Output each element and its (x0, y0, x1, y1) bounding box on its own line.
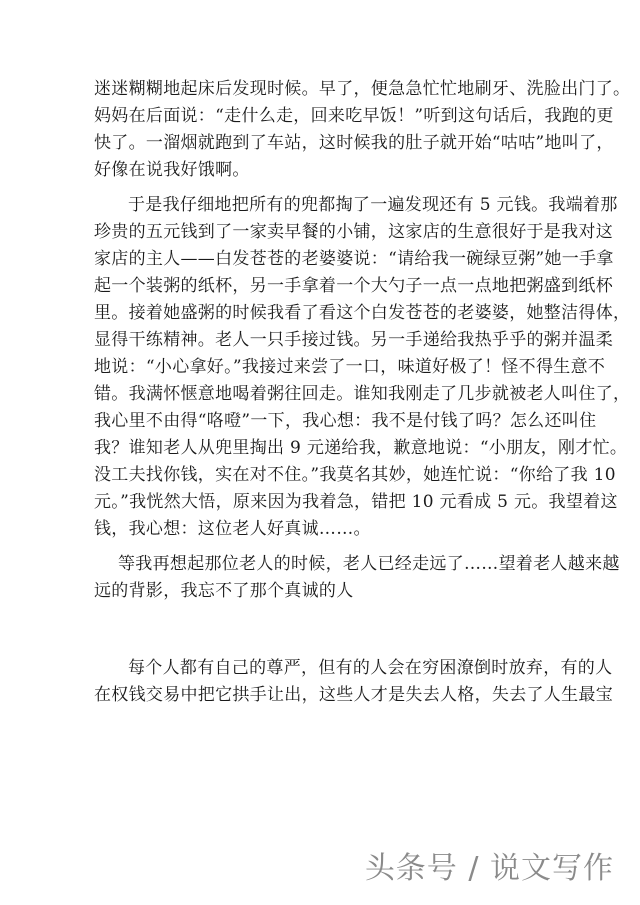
document-body (94, 76, 631, 709)
text-line: 地说：“小心拿好。”我接过来尝了一口，味道好极了！怪不得生意不 (94, 357, 606, 377)
text-line: 错。我满怀惬意地喝着粥往回走。谁知我刚走了几步就被老人叫住了， (94, 384, 631, 404)
text-line: 每个人都有自己的尊严，但有的人会在穷困潦倒时放弃，有的人 (128, 658, 613, 678)
text-line: 里。接着她盛粥的时候我看了看这个白发苍苍的老婆婆，她整洁得体， (94, 303, 631, 323)
text-line: 在权钱交易中把它拱手让出，这些人才是失去人格，失去了人生最宝 (94, 685, 613, 705)
text-line: 远的背影，我忘不了那个真诚的人 (94, 581, 354, 601)
text-line: 钱，我心想：这位老人好真诚……。 (94, 519, 371, 539)
text-line: 妈妈在后面说：“走什么走，回来吃早饭！”听到这句话后，我跑的更 (94, 106, 614, 126)
text-line: 我？谁知老人从兜里掏出 9 元递给我，歉意地说：“小朋友，刚才忙。 (94, 438, 628, 458)
text-line: 显得干练精神。老人一只手接过钱。另一手递给我热乎乎的粥并温柔 (94, 330, 613, 350)
text-line: 我心里不由得“咯噔”一下，我心想：我不是付钱了吗？怎么还叫住 (94, 411, 597, 431)
text-line: 迷迷糊糊地起床后发现时候。早了，便急急忙忙地刷牙、洗脸出门了。 (94, 79, 631, 99)
text-line: 等我再想起那位老人的时候，老人已经走远了……望着老人越来越 (118, 554, 620, 574)
text-line: 珍贵的五元钱到了一家卖早餐的小铺，这家店的生意很好于是我对这 (94, 222, 613, 242)
text-line: 好像在说我好饿啊。 (94, 160, 250, 180)
text-line: 起一个装粥的纸杯，另一手拿着一个大勺子一点一点地把粥盛到纸杯 (94, 276, 613, 296)
text-line: 于是我仔细地把所有的兜都掏了一遍发现还有 5 元钱。我端着那 (128, 195, 618, 215)
text-line: 元。”我恍然大悟，原来因为我着急，错把 10 元看成 5 元。我望着这 (94, 492, 618, 512)
text-line: 快了。一溜烟就跑到了车站，这时候我的肚子就开始“咕咕”地叫了， (94, 133, 614, 153)
text-line: 家店的主人——白发苍苍的老婆婆说：“请给我一碗绿豆粥”她一手拿 (94, 249, 614, 269)
text-line: 没工夫找你钱，实在对不住。”我莫名其妙，她连忙说：“你给了我 10 (94, 465, 616, 485)
watermark: 头条号 / 说文写作 (364, 851, 614, 886)
